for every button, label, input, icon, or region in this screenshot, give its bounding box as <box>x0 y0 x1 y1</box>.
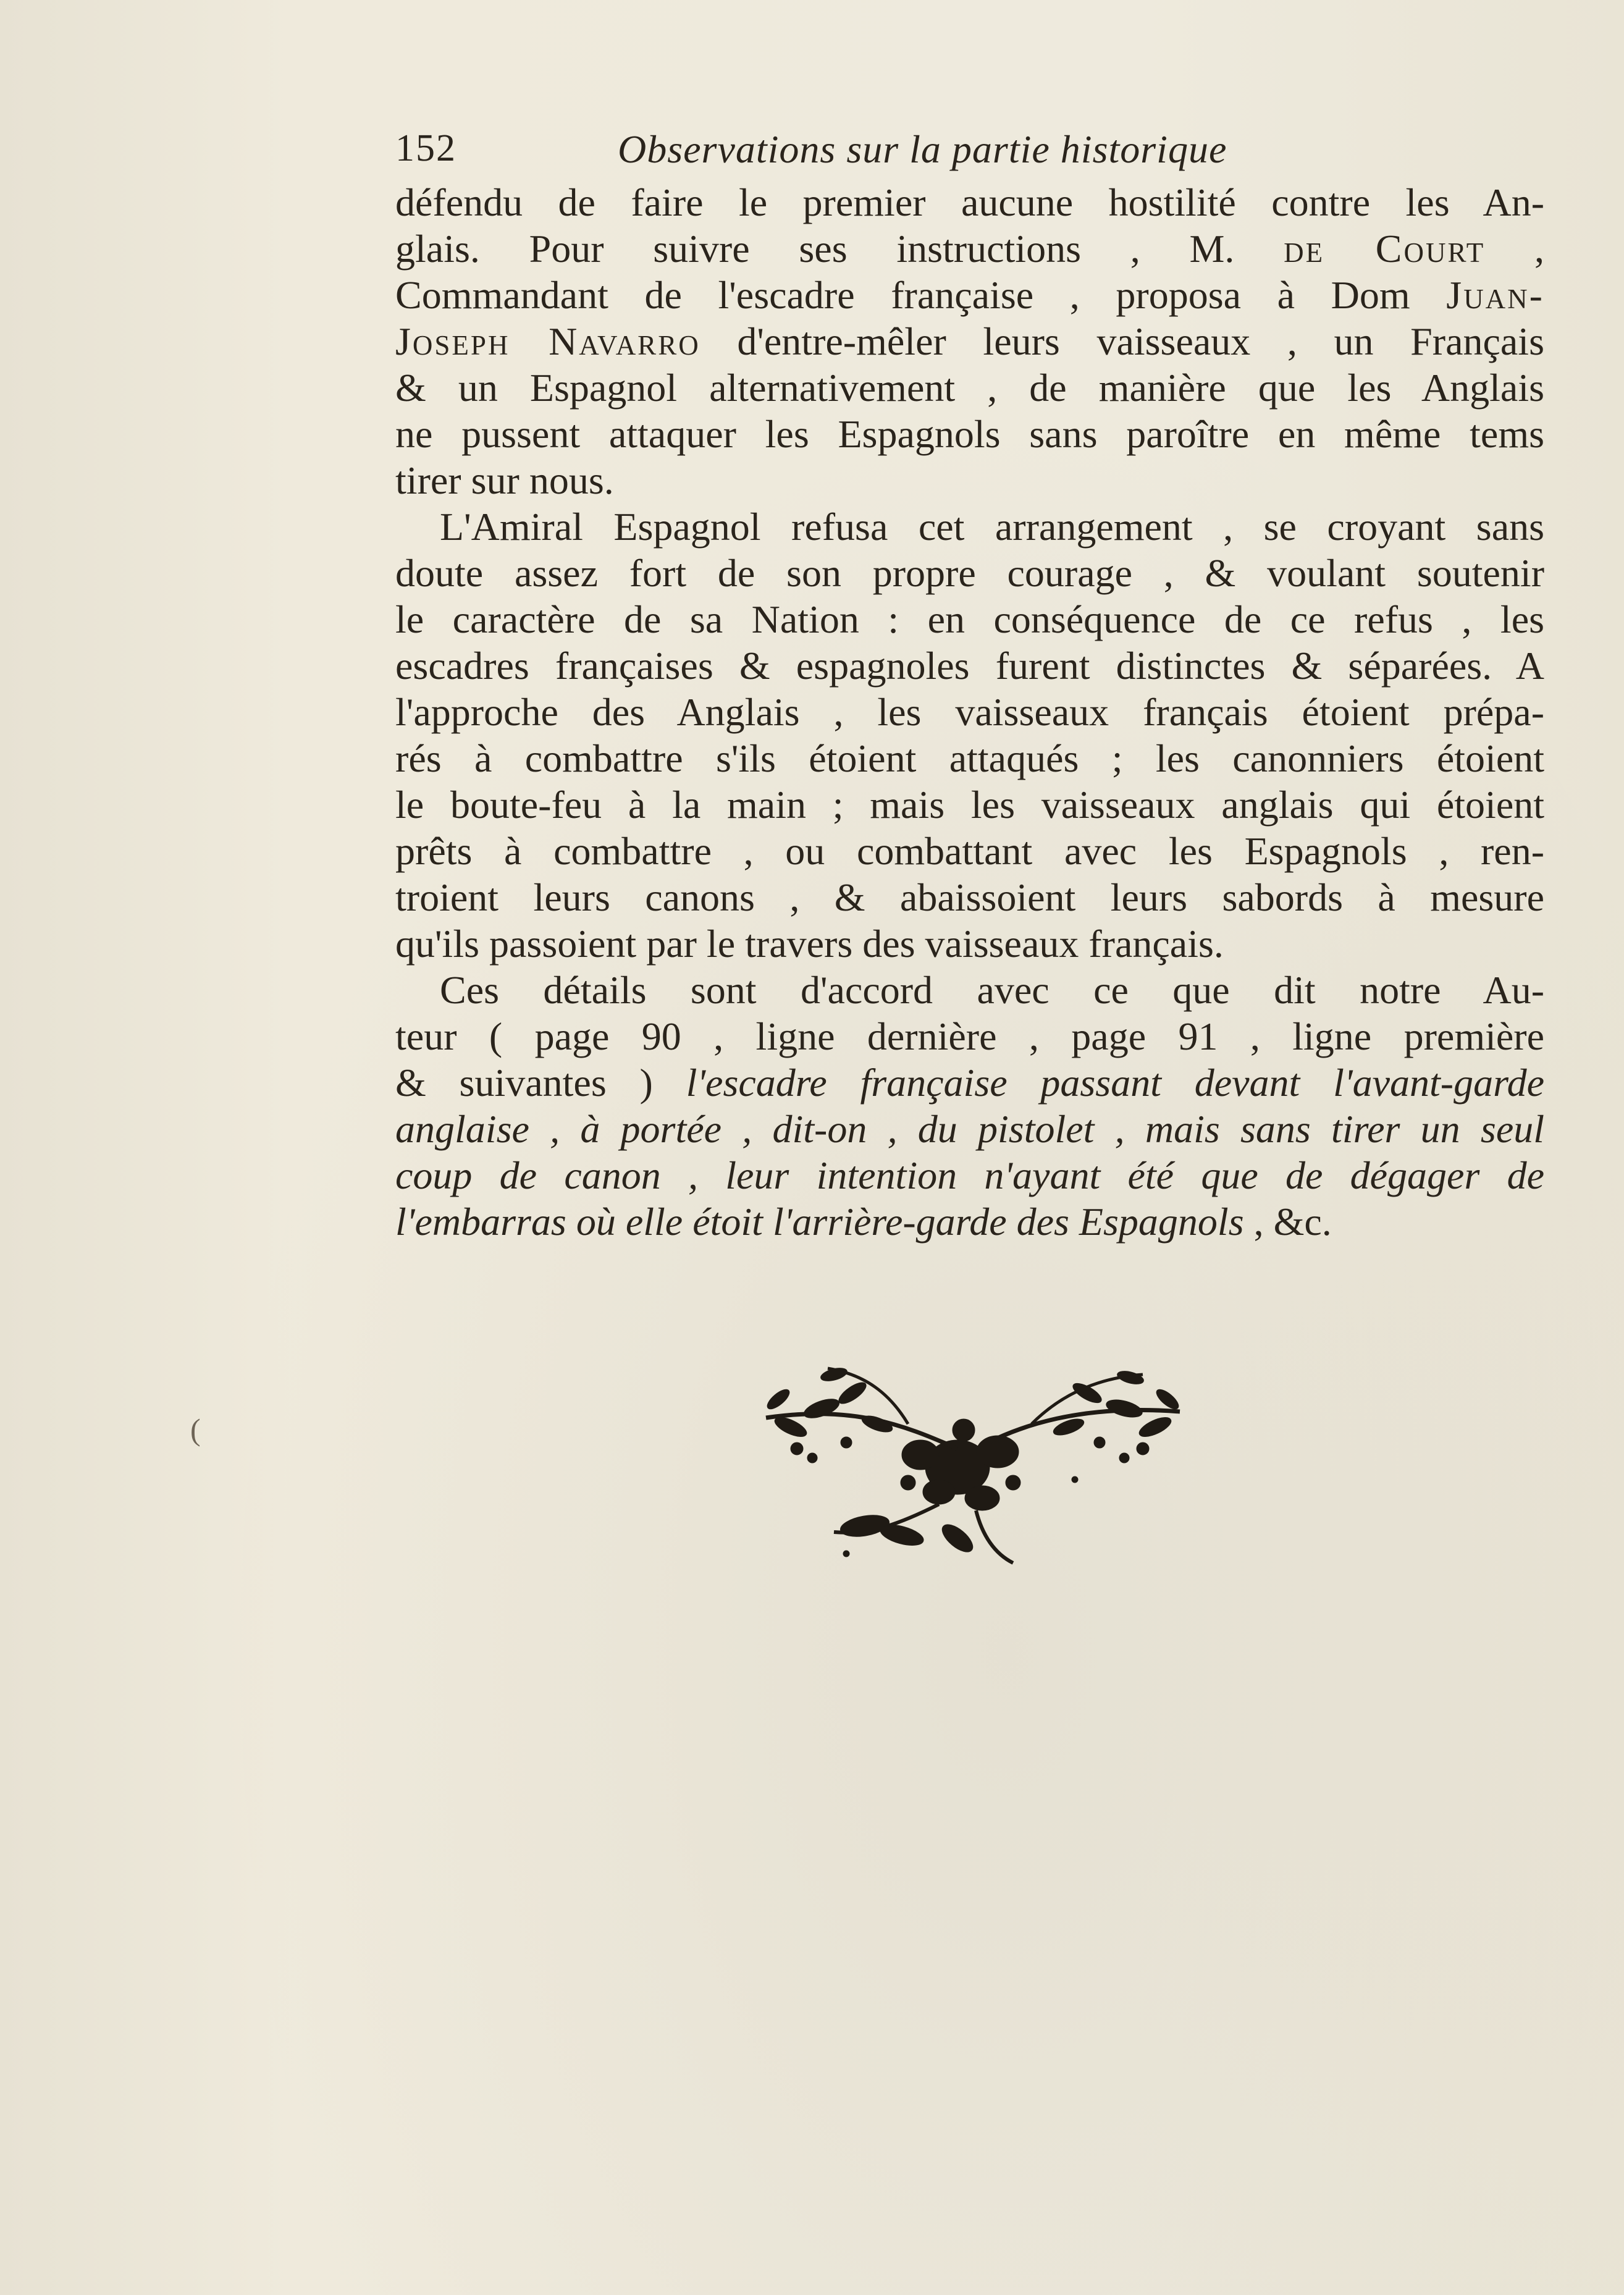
text-span: l'escadre française passant devant l'avant-garde <box>686 1061 1545 1105</box>
text-span: Commandant de l'escadre française , proposa à Dom <box>395 273 1447 317</box>
text-span: prêts à combattre , ou combattant avec les Espagnols , ren- <box>395 829 1544 873</box>
margin-mark: ( <box>190 1412 201 1447</box>
running-head-title: Observations sur la partie historique <box>618 127 1227 171</box>
text-line <box>395 550 1544 596</box>
text-span: anglaise , à portée , dit-on , du pistolet , mais sans tirer un seul <box>395 1107 1544 1151</box>
paragraph <box>395 503 1544 967</box>
text-line <box>395 179 1544 225</box>
text-line <box>395 642 1544 689</box>
text-line <box>395 967 1544 1013</box>
text-span: & suivantes ) <box>395 1061 686 1105</box>
text-line <box>395 225 1544 272</box>
text-line <box>395 596 1544 642</box>
text-span: coup de canon , leur intention n'ayant été que de dégager de <box>395 1153 1544 1197</box>
text-span: glais. Pour suivre ses instructions , M. <box>395 227 1284 271</box>
running-head <box>395 127 1285 182</box>
text-span: défendu de faire le premier aucune hostilité contre les An- <box>395 180 1544 224</box>
text-line <box>395 318 1544 364</box>
text-span: tirer sur nous. <box>395 458 614 502</box>
text-line <box>395 1013 1544 1059</box>
text-line <box>395 920 1544 967</box>
text-line <box>395 828 1544 874</box>
text-span: de Court <box>1284 227 1486 271</box>
text-span: , &c. <box>1243 1200 1332 1244</box>
text-line <box>395 411 1544 457</box>
text-line <box>395 689 1544 735</box>
text-span: Ces détails sont d'accord avec ce que dit notre Au- <box>440 968 1544 1012</box>
text-span: le boute-feu à la main ; mais les vaisseaux anglais qui étoient <box>395 783 1544 827</box>
text-line <box>395 457 1544 503</box>
text-span: Joseph Navarro <box>395 319 701 363</box>
paragraph <box>395 179 1544 503</box>
body-text <box>395 179 1544 1245</box>
text-span: L'Amiral Espagnol refusa cet arrangement , se croyant sans <box>440 505 1544 549</box>
text-line <box>395 1059 1544 1106</box>
text-span: d'entre-mêler leurs vaisseaux , un Français <box>700 319 1544 363</box>
text-span: troient leurs canons , & abaissoient leurs sabords à mesure <box>395 875 1544 919</box>
text-span: escadres françaises & espagnoles furent distinctes & séparées. A <box>395 644 1544 688</box>
text-span: & un Espagnol alternativement , de manière que les Anglais <box>395 366 1544 410</box>
text-line <box>395 503 1544 550</box>
page-number: 152 <box>395 127 456 169</box>
text-line <box>395 364 1544 411</box>
text-span: Juan- <box>1446 273 1544 317</box>
text-line <box>395 735 1544 781</box>
text-span: le caractère de sa Nation : en conséquence de ce refus , les <box>395 597 1544 641</box>
text-line <box>395 1152 1544 1198</box>
text-span: l'embarras où elle étoit l'arrière-garde des Espagnols <box>395 1200 1244 1244</box>
text-span: qu'ils passoient par le travers des vaisseaux français. <box>395 922 1224 966</box>
text-line <box>395 874 1544 920</box>
paragraph <box>395 967 1544 1245</box>
text-line <box>395 272 1544 318</box>
text-span: rés à combattre s'ils étoient attaqués ; les canonniers étoient <box>395 736 1544 780</box>
fleuron-ornament <box>754 1350 1186 1572</box>
text-line <box>395 1198 1544 1245</box>
text-span: teur ( page 90 , ligne dernière , page 91 , ligne première <box>395 1014 1544 1058</box>
text-span: ne pussent attaquer les Espagnols sans paroître en même tems <box>395 412 1544 456</box>
text-span: doute assez fort de son propre courage , & voulant soutenir <box>395 551 1544 595</box>
text-line <box>395 781 1544 828</box>
text-line <box>395 1106 1544 1152</box>
text-span: l'approche des Anglais , les vaisseaux français étoient prépa- <box>395 690 1544 734</box>
text-span: , <box>1485 227 1545 271</box>
